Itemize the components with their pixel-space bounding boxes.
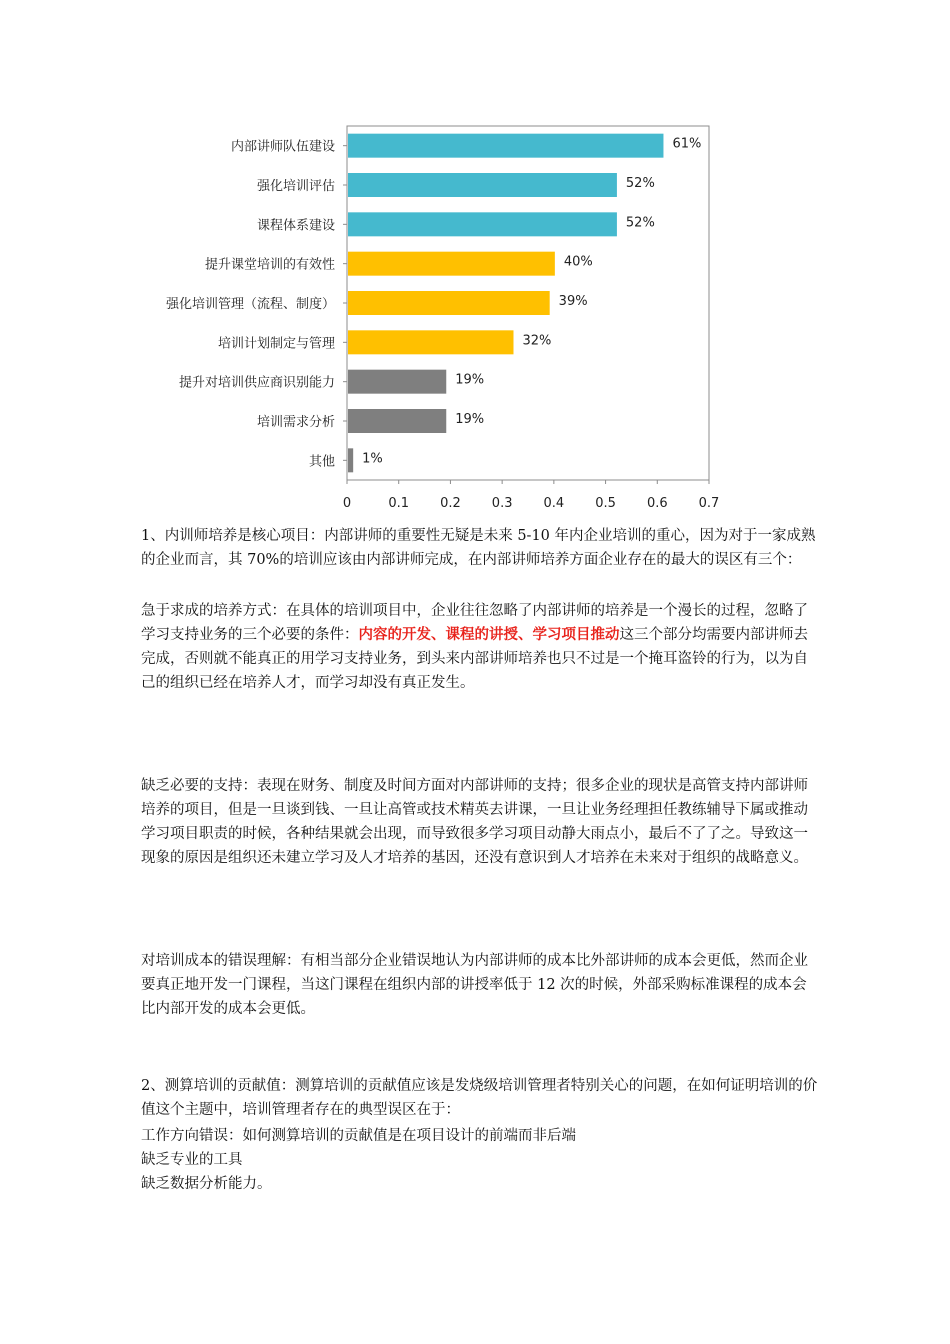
paragraph-core-project: 1、内训师培养是核心项目：内部讲师的重要性无疑是未来 5-10 年内企业培训的重心，因为对于一家成熟的企业而言，其 70%的培训应该由内部讲师完成，在内部讲师培养方面企业存在的最大的误区有三个：: [141, 528, 816, 568]
value-label: 1%: [362, 451, 383, 467]
bar: [348, 370, 446, 394]
x-tick-label: 0.2: [440, 496, 461, 511]
category-label: 培训计划制定与管理: [217, 336, 335, 352]
category-label: 培训需求分析: [256, 415, 335, 430]
bar: [348, 409, 446, 433]
value-label: 40%: [563, 254, 593, 270]
x-tick-label: 0.6: [646, 496, 668, 511]
value-label: 19%: [455, 412, 485, 427]
bar: [348, 448, 353, 472]
value-label: 32%: [522, 333, 552, 349]
paragraph-lack-tools: 缺乏专业的工具: [141, 1152, 243, 1168]
x-tick-label: 0.3: [491, 496, 513, 511]
bar: [348, 212, 617, 236]
paragraph-lack-analysis: 缺乏数据分析能力。: [141, 1176, 272, 1192]
category-label: 提升对培训供应商识别能力: [178, 375, 335, 391]
value-label: 19%: [455, 372, 485, 388]
paragraph-cost-misunderstanding: 对培训成本的错误理解：有相当部分企业错误地认为内部讲师的成本比外部讲师的成本会更低，然而企业要真正地开发一门课程，当这门课程在组织内部的讲授率低于 12 次的时候，外部采购标准课程的成本会比内部开发的成本会更低。: [141, 953, 808, 1017]
bar: [348, 134, 663, 158]
x-tick-label: 0.7: [698, 496, 720, 511]
category-label: 强化培训管理（流程、制度）: [165, 297, 335, 312]
bar: [348, 291, 550, 315]
highlight-three-conditions: 内容的开发、课程的讲授、学习项目推动: [358, 626, 620, 643]
x-tick-label: 0: [342, 496, 352, 511]
bar: [348, 252, 555, 276]
paragraph-wrong-direction: 工作方向错误：如何测算培训的贡献值是在项目设计的前端而非后端: [141, 1128, 576, 1144]
x-tick-label: 0.1: [388, 496, 410, 511]
value-label: 39%: [558, 294, 588, 309]
value-label: 52%: [625, 176, 655, 191]
value-label: 61%: [672, 136, 702, 152]
value-label: 52%: [625, 215, 655, 231]
paragraph-lack-support: 缺乏必要的支持：表现在财务、制度及时间方面对内部讲师的支持；很多企业的现状是高管支持内部讲师培养的项目，但是一旦谈到钱、一旦让高管或技术精英去讲课，一旦让业务经理担任教练辅导下属或推动学习项目职责的时候，各种结果就会出现，而导致很多学习项目动静大雨点小，最后不了了之。导致这一现象的原因是组织还未建立学习及人才培养的基因，还没有意识到人才培养在未来对于组织的战略意义。: [141, 778, 808, 866]
paragraph-measure-contribution: 2、测算培训的贡献值：测算培训的贡献值应该是发烧级培训管理者特别关心的问题，在如何证明培训的价值这个主题中，培训管理者存在的典型误区在于：: [141, 1078, 818, 1118]
category-label: 其他: [308, 454, 335, 470]
paragraph-hasty-training-text: 急于求成的培养方式：在具体的培训项目中，企业往往忽略了内部讲师的培养是一个漫长的过程，忽略了学习支持业务的三个必要的条件：: [141, 603, 808, 643]
bar: [348, 173, 617, 197]
category-label: 内部讲师队伍建设: [230, 139, 335, 155]
category-label: 提升课堂培训的有效性: [204, 257, 335, 273]
bar: [348, 330, 513, 354]
paragraph-hasty-training: [141, 599, 821, 695]
x-tick-label: 0.4: [543, 496, 565, 511]
x-tick-label: 0.5: [595, 496, 616, 511]
category-label: 强化培训评估: [256, 179, 335, 194]
category-label: 课程体系建设: [256, 218, 335, 234]
bar-chart: [140, 118, 730, 518]
paragraph-hasty-training-text-2: 这三个部分均需要内部讲师去完成，否则就不能真正的用学习支持业务，到头来内部讲师培养也只不过是一个掩耳盗铃的行为，以为自己的组织已经在培养人才，而学习却没有真正发生。: [141, 627, 808, 691]
